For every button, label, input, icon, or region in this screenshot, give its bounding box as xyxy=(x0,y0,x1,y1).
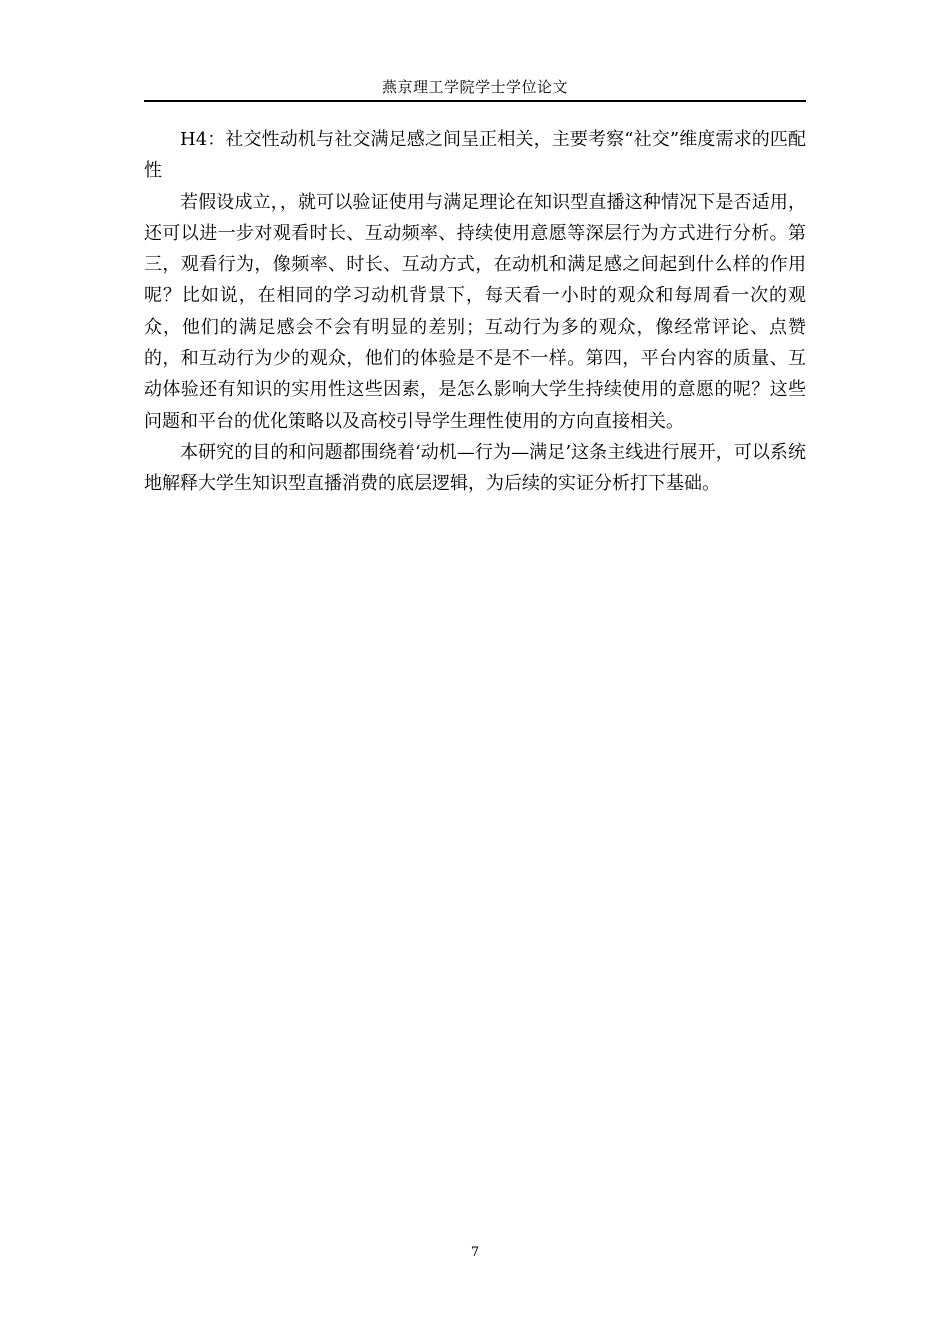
paragraph-hypothesis-h4: H4：社交性动机与社交满足感之间呈正相关，主要考察“社交”维度需求的匹配性 xyxy=(144,129,806,182)
page-number: 7 xyxy=(470,1245,480,1260)
paragraph-research-purpose: 本研究的目的和问题都围绕着‘动机—行为—满足’这条主线进行展开，可以系统地解释大学生知识型直播消费的底层逻辑，为后续的实证分析打下基础。 xyxy=(144,441,806,495)
body-text xyxy=(144,124,806,500)
header-rule xyxy=(144,100,806,102)
running-header: 燕京理工学院学士学位论文 xyxy=(381,78,568,96)
paragraph-research-questions: 若假设成立，，就可以验证使用与满足理论在知识型直播这种情况下是否适用，还可以进一步对观看时长、互动频率、持续使用意愿等深层行为方式进行分析。第三，观看行为，像频率、时长、互动方式，在动机和满足感之间起到什么样的作用呢？比如说，在相同的学习动机背景下，每天看一小时的观众和每周看一次的观众，他们的满足感会不会有明显的差别；互动行为多的观众，像经常评论、点赞的，和互动行为少的观众，他们的体验是不是不一样。第四，平台内容的质量、互动体验还有知识的实用性这些因素，是怎么影响大学生持续使用的意愿的呢？这些问题和平台的优化策略以及高校引导学生理性使用的方向直接相关。 xyxy=(144,191,806,432)
